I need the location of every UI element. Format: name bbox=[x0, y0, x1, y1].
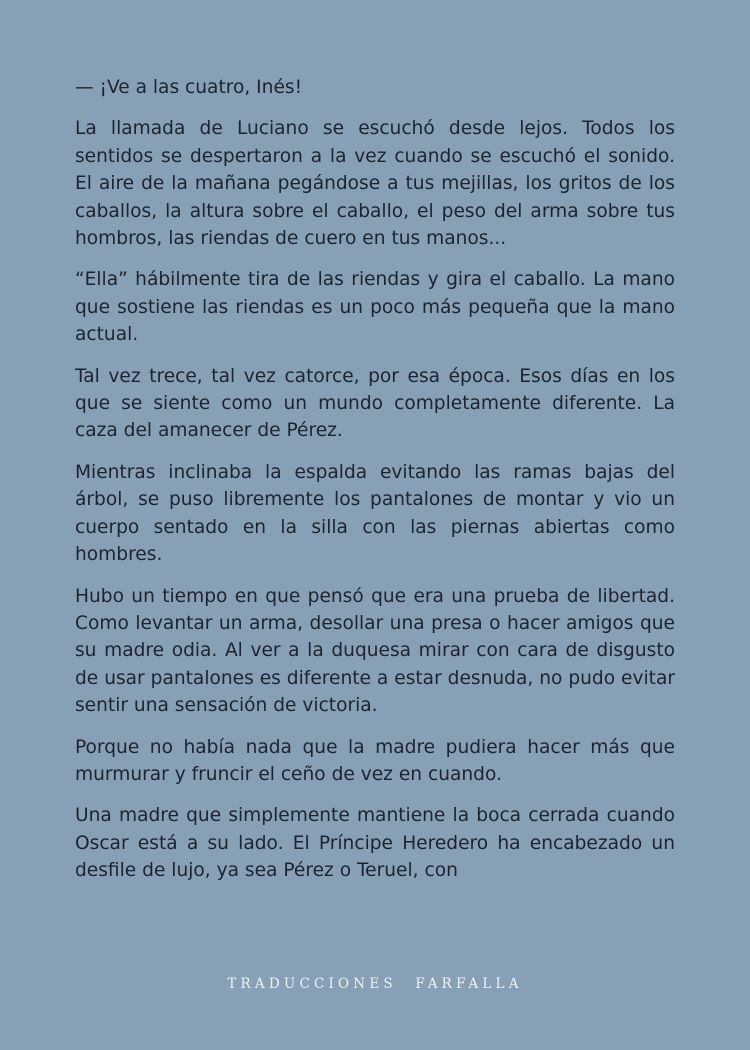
paragraph-mother: Porque no había nada que la madre pudiera hacer más que murmurar y fruncir el ceño de vez en cuando. bbox=[75, 736, 675, 785]
paragraph-luciano-call: La llamada de Luciano se escuchó desde lejos. Todos los sentidos se despertaron a la vez cuando se escuchó el sonido. El aire de la mañana pegándose a tus mejillas, los gritos de los caballos, la altura sobre el caballo, el peso del arma sobre tus hombros, las riendas de cuero en tus manos... bbox=[75, 118, 675, 250]
text-body bbox=[75, 74, 675, 899]
paragraph-dialogue: — ¡Ve a las cuatro, Inés! bbox=[75, 77, 303, 98]
paragraph-prince: Una madre que simplemente mantiene la boca cerrada cuando Oscar está a su lado. El Príncipe Heredero ha encabezado un desfile de lujo, ya sea Pérez o Teruel, con bbox=[75, 805, 675, 882]
paragraph-age: Tal vez trece, tal vez catorce, por esa época. Esos días en los que se siente como un mundo completamente diferente. La caza del amanecer de Pérez. bbox=[75, 365, 675, 442]
paragraph-reins: “Ella” hábilmente tira de las riendas y gira el caballo. La mano que sostiene las riendas es un poco más pequeña que la mano actual. bbox=[75, 269, 675, 346]
paragraph-freedom: Hubo un tiempo en que pensó que era una prueba de libertad. Como levantar un arma, desollar una presa o hacer amigos que su madre odia. Al ver a la duquesa mirar con cara de disgusto de usar pantalones es diferente a estar desnuda, no pudo evitar sentir una sensación de victoria. bbox=[75, 585, 675, 717]
footer-credit: TRADUCCIONES FARFALLA bbox=[227, 976, 523, 992]
paragraph-riding: Mientras inclinaba la espalda evitando las ramas bajas del árbol, se puso libremente los pantalones de montar y vio un cuerpo sentado en la silla con las piernas abiertas como hombres. bbox=[75, 461, 675, 566]
